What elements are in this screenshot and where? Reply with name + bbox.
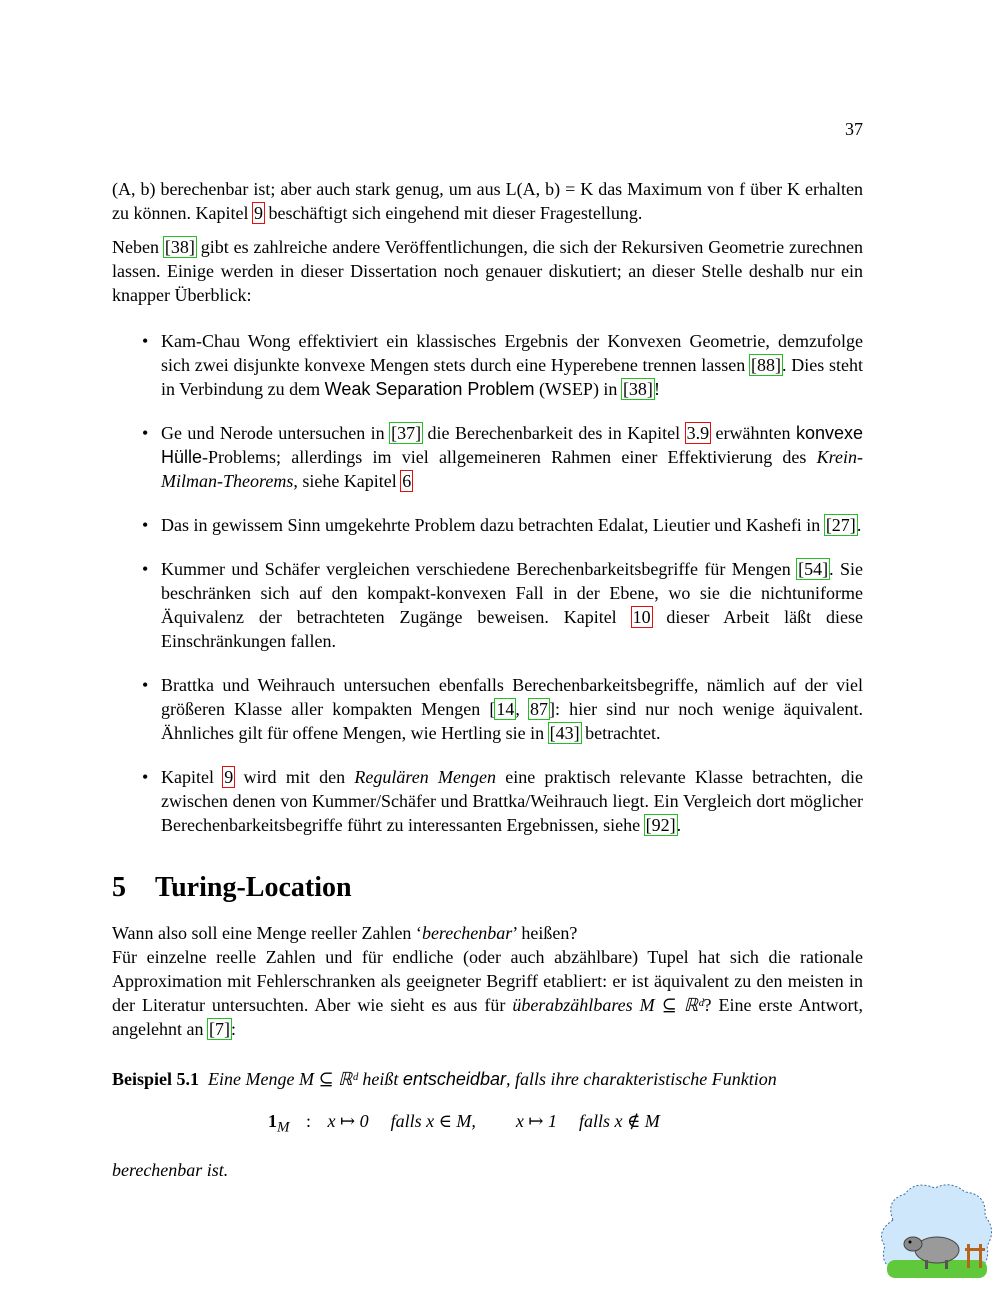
text: -Problems; allerdings im viel allgemeineren Rahmen einer Effektivierung des [202, 447, 817, 467]
term: entscheidbar [402, 1069, 506, 1089]
example-conclusion: berechenbar ist. [112, 1159, 229, 1180]
formula-condition-1: falls x ∈ M, [390, 1111, 476, 1131]
chapter-ref-link[interactable]: 10 [632, 607, 651, 627]
citation-link[interactable]: [7] [208, 1019, 230, 1039]
text: . Dies steht in Verbindung zu dem [161, 355, 863, 399]
text: erwähnten [710, 423, 796, 443]
citation-link[interactable]: [92] [645, 815, 676, 835]
text: Kummer und Schäfer vergleichen verschiedene Berechenbarkeitsbegriffe für Mengen [161, 559, 798, 579]
bullet-icon: • [142, 515, 149, 535]
text: ’ heißen? [512, 923, 578, 943]
paragraph-approximation [112, 945, 863, 1041]
list-item [112, 765, 863, 837]
paragraph-intro [112, 177, 863, 225]
citation-link[interactable]: [38] [622, 379, 653, 399]
related-work-list [112, 329, 863, 837]
emphasis: Eine Menge M ⊆ ℝᵈ heißt [208, 1069, 403, 1089]
text: gibt es zahlreiche andere Veröffentlichungen, die sich der Rekursiven Geometrie zurechnen lassen. Einige werden in dieser Dissertation noch genauer diskutiert; an dieser Stelle deshalb nur ein knapper Überblick: [112, 237, 863, 305]
citation-link[interactable]: [38] [164, 237, 195, 257]
list-item [112, 421, 863, 493]
text: wird mit den [234, 767, 355, 787]
text: Das in gewissem Sinn umgekehrte Problem dazu betrachten Edalat, Lieutier und Kashefi in [161, 515, 825, 535]
chapter-ref-link[interactable]: 9 [224, 767, 234, 787]
paragraph-overview [112, 235, 863, 307]
text: beschäftigt sich eingehend mit dieser Fragestellung. [263, 203, 643, 223]
formula-colon: : [305, 1111, 311, 1131]
text: . [676, 815, 682, 835]
citation-link[interactable]: [43] [549, 723, 580, 743]
chapter-ref-link[interactable]: 6 [402, 471, 412, 491]
bullet-icon: • [142, 767, 149, 787]
indicator-subscript: M [277, 1119, 290, 1136]
list-item [112, 513, 863, 537]
text: (WSEP) in [534, 379, 622, 399]
text: Kam-Chau Wong effektiviert ein klassisches Ergebnis der Konvexen Geometrie, demzufolge sich zwei disjunkte konvexe Mengen stets durch eine Hyperebene trennen lassen [161, 331, 863, 375]
text: ? Eine erste Antwort, angelehnt an [112, 995, 863, 1039]
list-item [112, 329, 863, 401]
bullet-icon: • [142, 675, 149, 695]
term: konvexe Hülle [161, 423, 864, 467]
chapter-ref-link[interactable]: 9 [253, 203, 263, 223]
list-item [112, 673, 863, 745]
text: die Berechenbarkeit des in Kapitel [422, 423, 686, 443]
bullet-icon: • [142, 423, 149, 443]
citation-link[interactable]: [37] [391, 423, 422, 443]
formula-indicator-function [268, 1109, 863, 1140]
example-statement [112, 1067, 863, 1091]
text: (A, b) berechenbar ist; aber auch stark genug, um aus L(A, b) = K das Maximum von f über K erhalten zu können. Kapitel [112, 179, 863, 223]
bullet-icon: • [142, 559, 149, 579]
text: Ge und Nerode untersuchen in [161, 423, 391, 443]
emphasis: Krein-Milman-Theorems [161, 447, 863, 491]
citation-link[interactable]: [88] [751, 355, 782, 375]
text: , siehe Kapitel [293, 471, 402, 491]
text: betrachtet. [580, 723, 661, 743]
text: eine praktisch relevante Klasse betrachten, die zwischen denen von Kummer/Schäfer und Brattka/Weihrauch liegt. Ein Vergleich dort möglicher Berechenbarkeitsbegriffe führt zu interessanten Ergebnissen, siehe [161, 767, 863, 835]
text: Wann also soll eine Menge reeller Zahlen ‘ [112, 923, 422, 943]
emphasis: , falls ihre charakteristische Funktion [505, 1069, 777, 1089]
emphasis: überabzählbares M ⊆ ℝᵈ [512, 995, 704, 1015]
chapter-ref-link[interactable]: 3.9 [686, 423, 710, 443]
citation-link[interactable]: [27] [825, 515, 856, 535]
list-item [112, 557, 863, 653]
formula-case-2: x ↦ 1 [515, 1111, 557, 1131]
bullet-icon: • [142, 331, 149, 351]
text: ]: hier sind nur noch wenige äquivalent. Ähnliches gilt für offene Mengen, wie Hertling sie in [161, 699, 864, 743]
citation-link[interactable]: [54] [798, 559, 829, 579]
sheep-logo-icon [875, 1180, 997, 1288]
text: Für einzelne reelle Zahlen und für endliche (oder auch abzählbare) Tupel hat sich die rationale Approximation mit Fehlerschranken als geeigneter Begriff etabliert: er ist äquivalent zu den meisten in der Literatur untersuchten. Aber wie sieht es aus für [112, 947, 863, 1015]
section-heading [112, 873, 863, 903]
question-line [112, 921, 863, 945]
page-number: 37 [845, 119, 863, 139]
section-title: Turing-Location [155, 872, 352, 903]
citation-link[interactable]: 14 [496, 699, 515, 719]
text: , [515, 699, 529, 719]
text: ! [653, 379, 660, 399]
text: Kapitel [161, 767, 224, 787]
indicator-symbol: 1 [268, 1111, 277, 1131]
formula-condition-2: falls x ∉ M [578, 1111, 660, 1131]
section-number: 5 [112, 872, 126, 903]
emphasis: Regulären Mengen [354, 767, 496, 787]
example-label: Beispiel 5.1 [112, 1069, 200, 1089]
page-body [112, 177, 863, 1182]
text: . Sie beschränken sich auf den kompakt-konvexen Fall in der Ebene, wo sie die nichtuniforme Äquivalenz der betrachteten Zugänge beweisen. Kapitel [161, 559, 863, 627]
emphasis: berechenbar [421, 923, 513, 943]
text: Brattka und Weihrauch untersuchen ebenfalls Berechenbarkeitsbegriffe, nämlich auf der viel größeren Klasse aller kompakten Mengen [ [161, 675, 863, 719]
citation-link[interactable]: 87 [530, 699, 548, 719]
text: : [230, 1019, 236, 1039]
formula-case-1: x ↦ 0 [327, 1111, 369, 1131]
text: . [856, 515, 862, 535]
term: Weak Separation Problem [324, 379, 535, 399]
text: Neben [112, 237, 164, 257]
text: dieser Arbeit läßt diese Einschränkungen fallen. [161, 607, 863, 651]
